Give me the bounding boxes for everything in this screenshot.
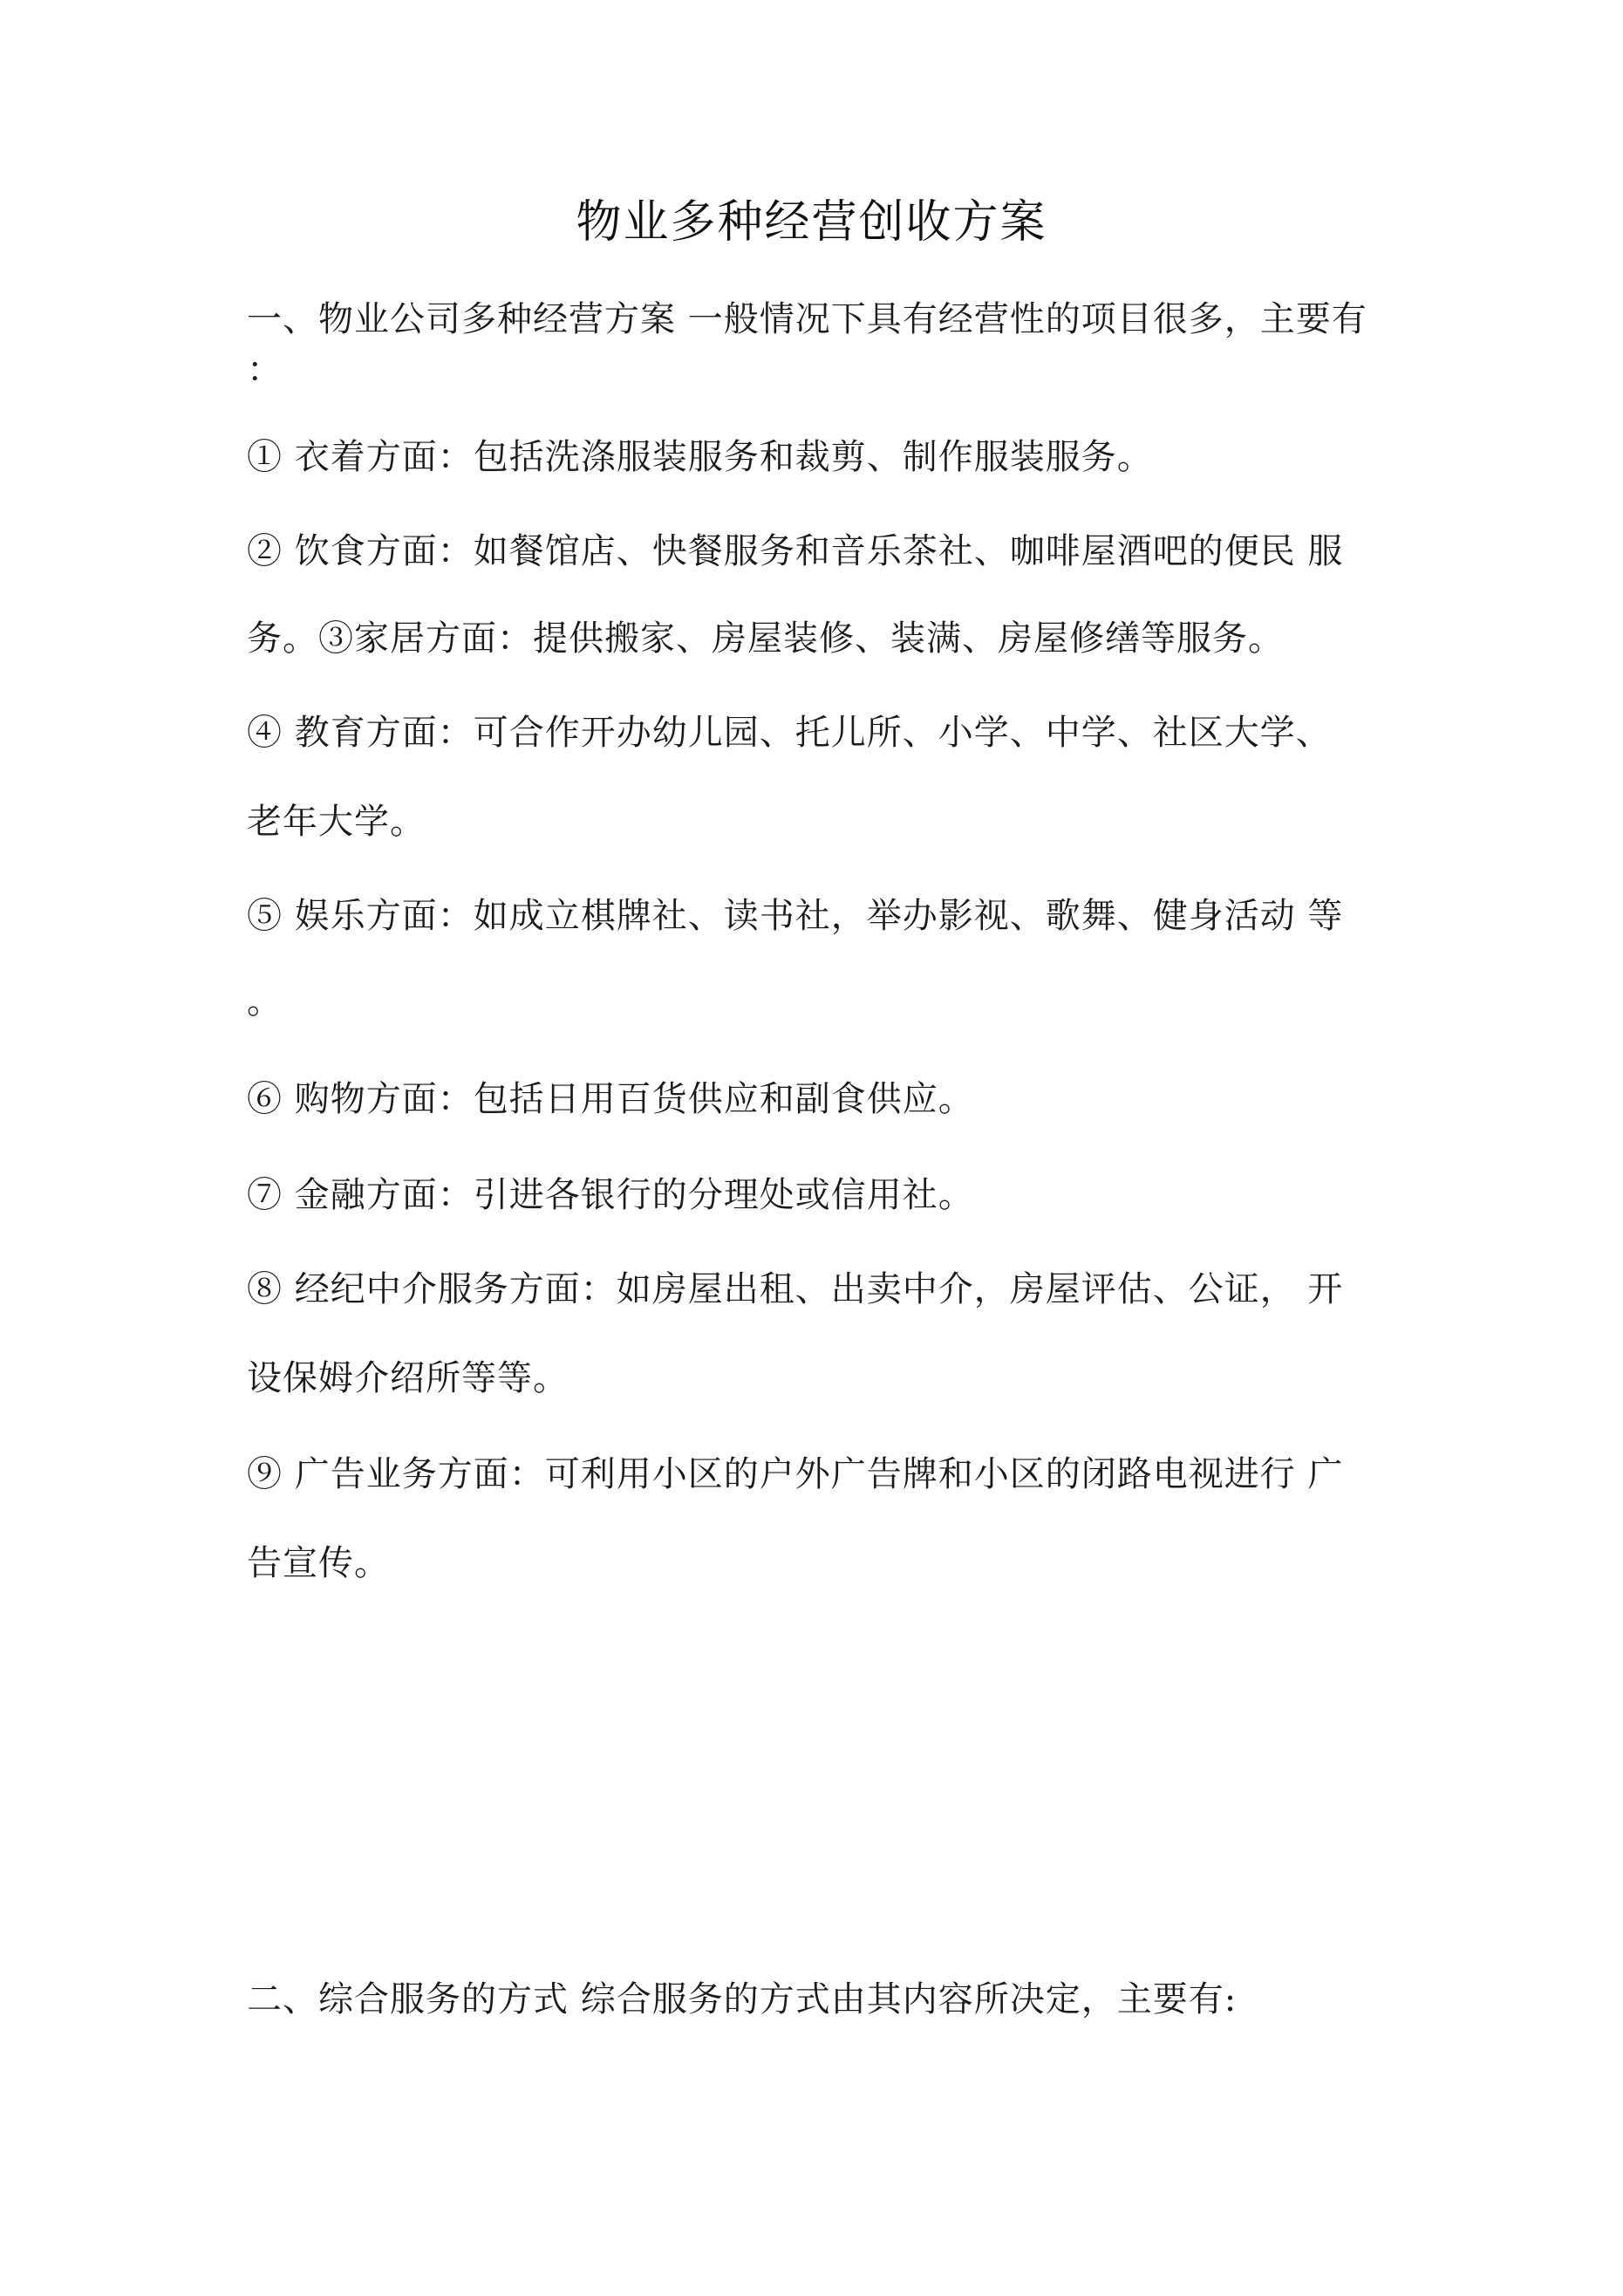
text-line-item-5: ⑤ 娱乐方面：如成立棋牌社、读书社，举办影视、歌舞、健身活动 等	[247, 896, 1344, 936]
text-line-colon: ：	[247, 350, 283, 390]
document-title: 物业多种经营创收方案	[576, 196, 1047, 249]
text-line-item-6: ⑥ 购物方面：包括日用百货供应和副食供应。	[247, 1079, 974, 1119]
text-line-section-one-heading: 一、物业公司多种经营方案 一般情况下具有经营性的项目很多，主要有	[247, 299, 1367, 339]
text-line-item-5-cont: 。	[247, 981, 283, 1022]
text-line-item-8-cont: 设保姆介绍所等等。	[247, 1358, 569, 1398]
text-line-item-8: ⑧ 经纪中介服务方面：如房屋出租、出卖中介，房屋评估、公证， 开	[247, 1269, 1344, 1309]
text-line-item-2-cont-item-3: 务。③家居方面：提供搬家、房屋装修、装满、房屋修缮等服务。	[247, 618, 1284, 659]
text-line-item-2: ② 饮食方面：如餐馆店、快餐服务和音乐茶社、咖啡屋酒吧的便民 服	[247, 531, 1344, 571]
text-line-item-9-cont: 告宣传。	[247, 1543, 390, 1583]
text-line-item-7: ⑦ 金融方面：引进各银行的分理处或信用社。	[247, 1175, 974, 1215]
text-line-item-1: ① 衣着方面：包括洗涤服装服务和裁剪、制作服装服务。	[247, 437, 1153, 477]
text-line-item-4: ④ 教育方面：可合作开办幼儿园、托儿所、小学、中学、社区大学、	[247, 713, 1332, 753]
text-line-section-two-heading: 二、综合服务的方式 综合服务的方式由其内容所决定，主要有:	[247, 1979, 1238, 2019]
text-line-item-9: ⑨ 广告业务方面：可利用小区的户外广告牌和小区的闭路电视进行 广	[247, 1454, 1344, 1494]
text-line-item-4-cont: 老年大学。	[247, 802, 426, 842]
